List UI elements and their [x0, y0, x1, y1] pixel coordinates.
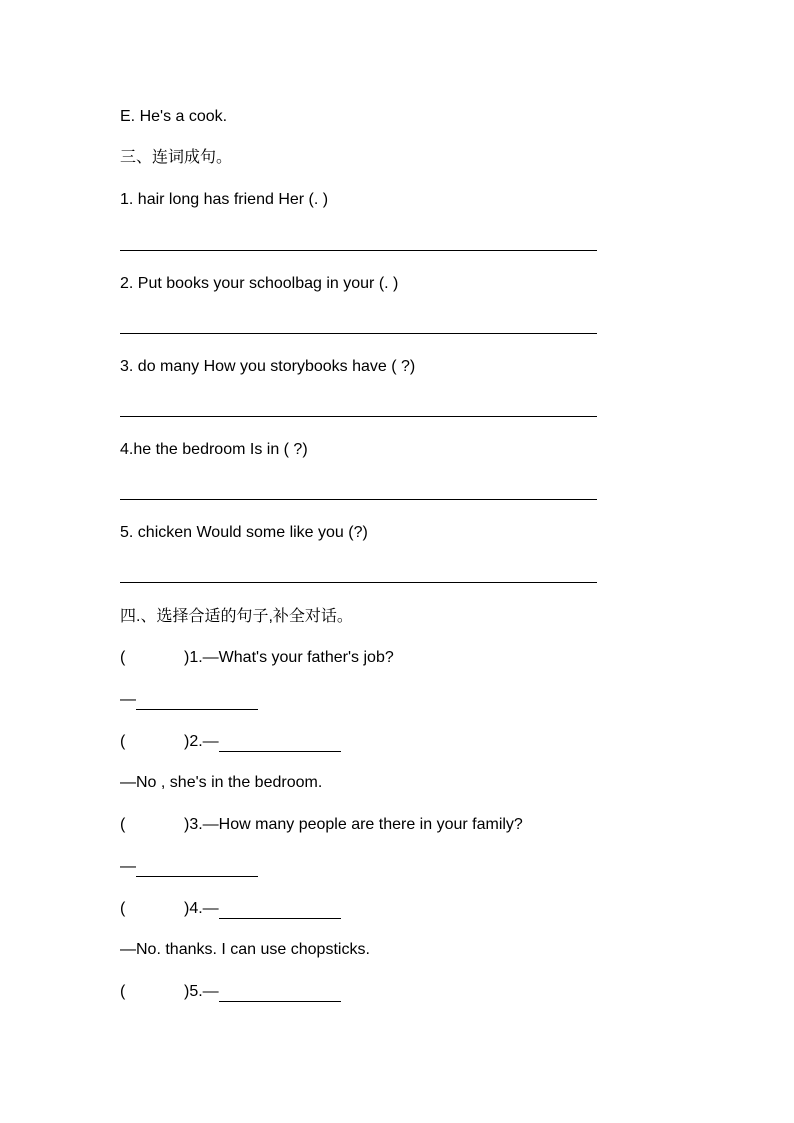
dialog-reply-1: —	[120, 690, 258, 710]
answer-line-1[interactable]	[120, 250, 597, 251]
prompt-blank-4[interactable]	[219, 902, 341, 919]
option-e: E. He's a cook.	[120, 108, 228, 125]
reorder-item-5: 5. chicken Would some like you (?)	[120, 524, 368, 541]
answer-line-4[interactable]	[120, 499, 597, 500]
dialog-prompt-3: How many people are there in your family?	[218, 816, 523, 833]
reorder-item-4: 4.he the bedroom Is in ( ?)	[120, 441, 308, 458]
dialog-reply-2: —No , she's in the bedroom.	[120, 774, 323, 791]
reorder-item-2: 2. Put books your schoolbag in your (. )	[120, 275, 399, 292]
answer-paren-5[interactable]: (	[120, 983, 126, 1000]
answer-line-2[interactable]	[120, 333, 597, 334]
answer-paren-2[interactable]: (	[120, 733, 126, 750]
dialog-question-5: ( )5.—	[120, 982, 341, 1002]
dialog-question-2: ( )2.—	[120, 732, 341, 752]
section-4-heading: 四.、选择合适的句子,补全对话。	[120, 608, 353, 625]
prompt-blank-5[interactable]	[219, 985, 341, 1002]
answer-line-3[interactable]	[120, 416, 597, 417]
dialog-reply-4: —No. thanks. I can use chopsticks.	[120, 941, 370, 958]
reorder-item-1: 1. hair long has friend Her (. )	[120, 191, 329, 208]
dialog-reply-3: —	[120, 857, 258, 877]
answer-paren-1[interactable]: (	[120, 649, 126, 666]
section-3-heading: 三、连词成句。	[120, 149, 233, 166]
dialog-question-3: ( )3.—How many people are there in your family?	[120, 816, 523, 833]
answer-paren-4[interactable]: (	[120, 900, 126, 917]
dialog-prompt-1: What's your father's job?	[218, 649, 394, 666]
prompt-blank-2[interactable]	[219, 735, 341, 752]
reply-blank-1[interactable]	[136, 693, 258, 710]
reply-blank-3[interactable]	[136, 860, 258, 877]
reorder-item-3: 3. do many How you storybooks have ( ?)	[120, 358, 416, 375]
dialog-question-1: ( )1.—What's your father's job?	[120, 649, 394, 666]
answer-paren-3[interactable]: (	[120, 816, 126, 833]
answer-line-5[interactable]	[120, 582, 597, 583]
dialog-question-4: ( )4.—	[120, 899, 341, 919]
